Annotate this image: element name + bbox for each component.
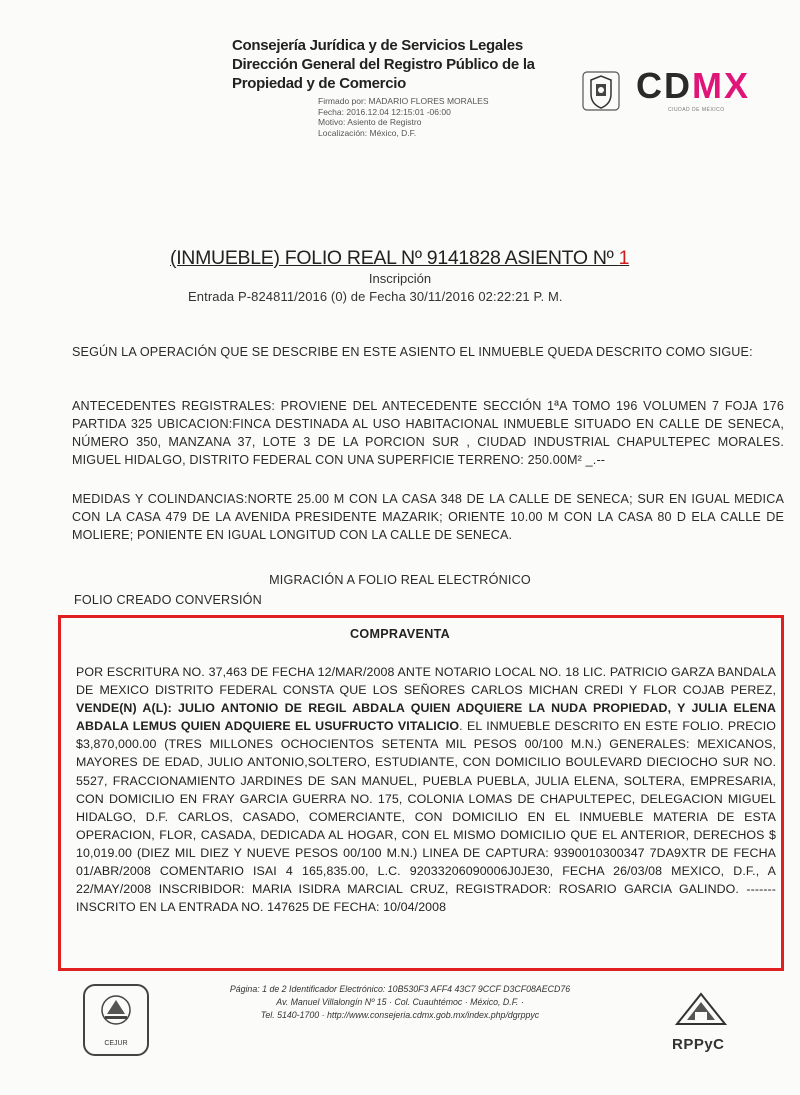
org-line-3: Propiedad y de Comercio (232, 75, 406, 92)
compraventa-text-part1: POR ESCRITURA NO. 37,463 DE FECHA 12/MAR/2008 ANTE NOTARIO LOCAL NO. 18 LIC. PATRICIO GARZA BANDALA DE MEXICO DISTRITO FEDERAL CONSTA QUE LOS SEÑORES CARLOS MICHAN CREDI Y FLOR COJAB PEREZ, (76, 665, 776, 698)
header-organization (232, 36, 582, 93)
migration-heading: MIGRACIÓN A FOLIO REAL ELECTRÓNICO (269, 573, 531, 587)
footer-address: Av. Manuel Villalongín Nº 15 · Col. Cuauhtémoc · México, D.F. · (276, 997, 524, 1007)
rppyc-logo-text: RPPyC (672, 1036, 725, 1053)
compraventa-heading: COMPRAVENTA (349, 627, 451, 641)
signature-signer: Firmado por: MADARIO FLORES MORALES (318, 96, 489, 106)
signature-date: Fecha: 2016.12.04 12:15:01 -06:00 (318, 106, 451, 117)
entry-line: Entrada P-824811/2016 (0) de Fecha 30/11/2016 02:22:21 P. M. (188, 289, 563, 304)
folio-title (170, 246, 650, 270)
cejur-label: CEJUR (104, 1040, 128, 1047)
compraventa-text-part2: . EL INMUEBLE DESCRITO EN ESTE FOLIO. PRECIO $3,870,000.00 (TRES MILLONES OCHOCIENTOS SETENTA MIL PESOS 00/100 M.N.) GENERALES: MEXICANOS, MAYORES DE EDAD, JULIO ANTONIO,SOLTERO, ESTUDIANTE, CON DOMICILIO BOULEVARD DIECIOCHO SUR NO. 5527, FRACCIONAMIENTO JARDINES DE SAN MANUEL, PUEBLA PUEBLA, JULIA ELENA, SOLTERA, EMPRESARIA, CON DOMICILIO EN FRAY GARCIA GUERRA NO. 175, COLONIA LOMAS DE CHAPULTEPEC, DELEGACION MIGUEL HIDALGO, D.F. CARLOS, CASADO, COMERCIANTE, CON DOMICILIO EN EL INMUEBLE MATERIA DE ESTA OPERACION, FLOR, CASADA, DEDICADA AL HOGAR, CON EL MISMO DOMICILIO QUE EL ANTERIOR, DERECHOS $ 10,019.00 (DIEZ MIL DIEZ Y NUEVE PESOS 00/100 M.N.) LINEA DE CAPTURA: 9390010300347 7DA9XTR DE FECHA 01/ABR/2008 COMENTARIO ISAI 4 165,835.00, L.C. 92033206090006J0JE30, FECHA 26/03/08 MEXICO, D.F., A 22/MAY/2008 INSCRIBIDOR: MARIA ISIDRA MARCIAL CRUZ, REGISTRADOR: ROSARIO GARCIA GALINDO. -------INSCRITO EN LA ENTRADA NO. 147625 DE FECHA: 10/04/2008 (76, 719, 776, 915)
folio-created: FOLIO CREADO CONVERSIÓN (74, 593, 262, 607)
asiento-number: 1 (618, 247, 630, 269)
cdmx-logo-subtitle: CIUDAD DE MÉXICO (668, 107, 725, 113)
compraventa-buyers: VENDE(N) A(L): JULIO ANTONIO DE REGIL ABDALA QUIEN ADQUIERE LA NUDA PROPIEDAD, Y JULIA ELENA ABDALA LEMUS QUIEN ADQUIERE EL USUFRUCTO VITALICIO (76, 701, 776, 734)
coat-of-arms-icon (581, 70, 621, 112)
footer-page-id: Página: 1 de 2 Identificador Electrónico: 10B530F3 AFF4 43C7 9CCF D3CF08AECD76 (229, 984, 571, 994)
folio-title-text: (INMUEBLE) FOLIO REAL Nº 9141828 ASIENTO Nº (170, 247, 619, 269)
cdmx-logo-mx: MX (692, 65, 750, 106)
compraventa-text (76, 663, 776, 916)
inscription-label: Inscripción (368, 271, 432, 286)
org-line-2: Dirección General del Registro Público de la (232, 56, 535, 73)
signature-reason: Motivo: Asiento de Registro (318, 117, 422, 128)
digital-signature-block (318, 96, 489, 138)
org-line-1: Consejería Jurídica y de Servicios Legales (232, 37, 523, 54)
operation-intro: SEGÚN LA OPERACIÓN QUE SE DESCRIBE EN ESTE ASIENTO EL INMUEBLE QUEDA DESCRITO COMO SIGUE: (72, 345, 753, 359)
cdmx-logo (636, 66, 750, 106)
footer-contact: Tel. 5140-1700 · http://www.consejeria.cdmx.gob.mx/index.php/dgrppyc (260, 1010, 540, 1020)
cdmx-logo-cd: CD (636, 65, 692, 106)
registry-antecedents: ANTECEDENTES REGISTRALES: PROVIENE DEL ANTECEDENTE SECCIÓN 1ªA TOMO 196 VOLUMEN 7 FOJA 176 PARTIDA 325 UBICACION:FINCA DESTINADA AL USO HABITACIONAL INMUEBLE SITUADO EN CALLE DE SENECA, NÚMERO 350, MANZANA 37, LOTE 3 DE LA PORCION SUR , CIUDAD INDUSTRIAL CHAPULTEPEC MORALES. MIGUEL HIDALGO, DISTRITO FEDERAL CON UNA SUPERFICIE TERRENO: 250.00M² _.-- (72, 399, 784, 467)
signature-location: Localización: México, D.F. (318, 127, 417, 138)
rppyc-emblem-icon (673, 990, 729, 1028)
measures-boundaries: MEDIDAS Y COLINDANCIAS:NORTE 25.00 M CON LA CASA 348 DE LA CALLE DE SENECA; SUR EN IGUAL MEDICA CON LA CASA 479 DE LA AVENIDA PRESIDENTE MAZARIK; ORIENTE 10.00 M CON LA CASA 80 D ELA CALLE DE MOLIERE; PONIENTE EN IGUAL LONGITUD CON LA CALLE DE SENECA. (72, 492, 784, 542)
